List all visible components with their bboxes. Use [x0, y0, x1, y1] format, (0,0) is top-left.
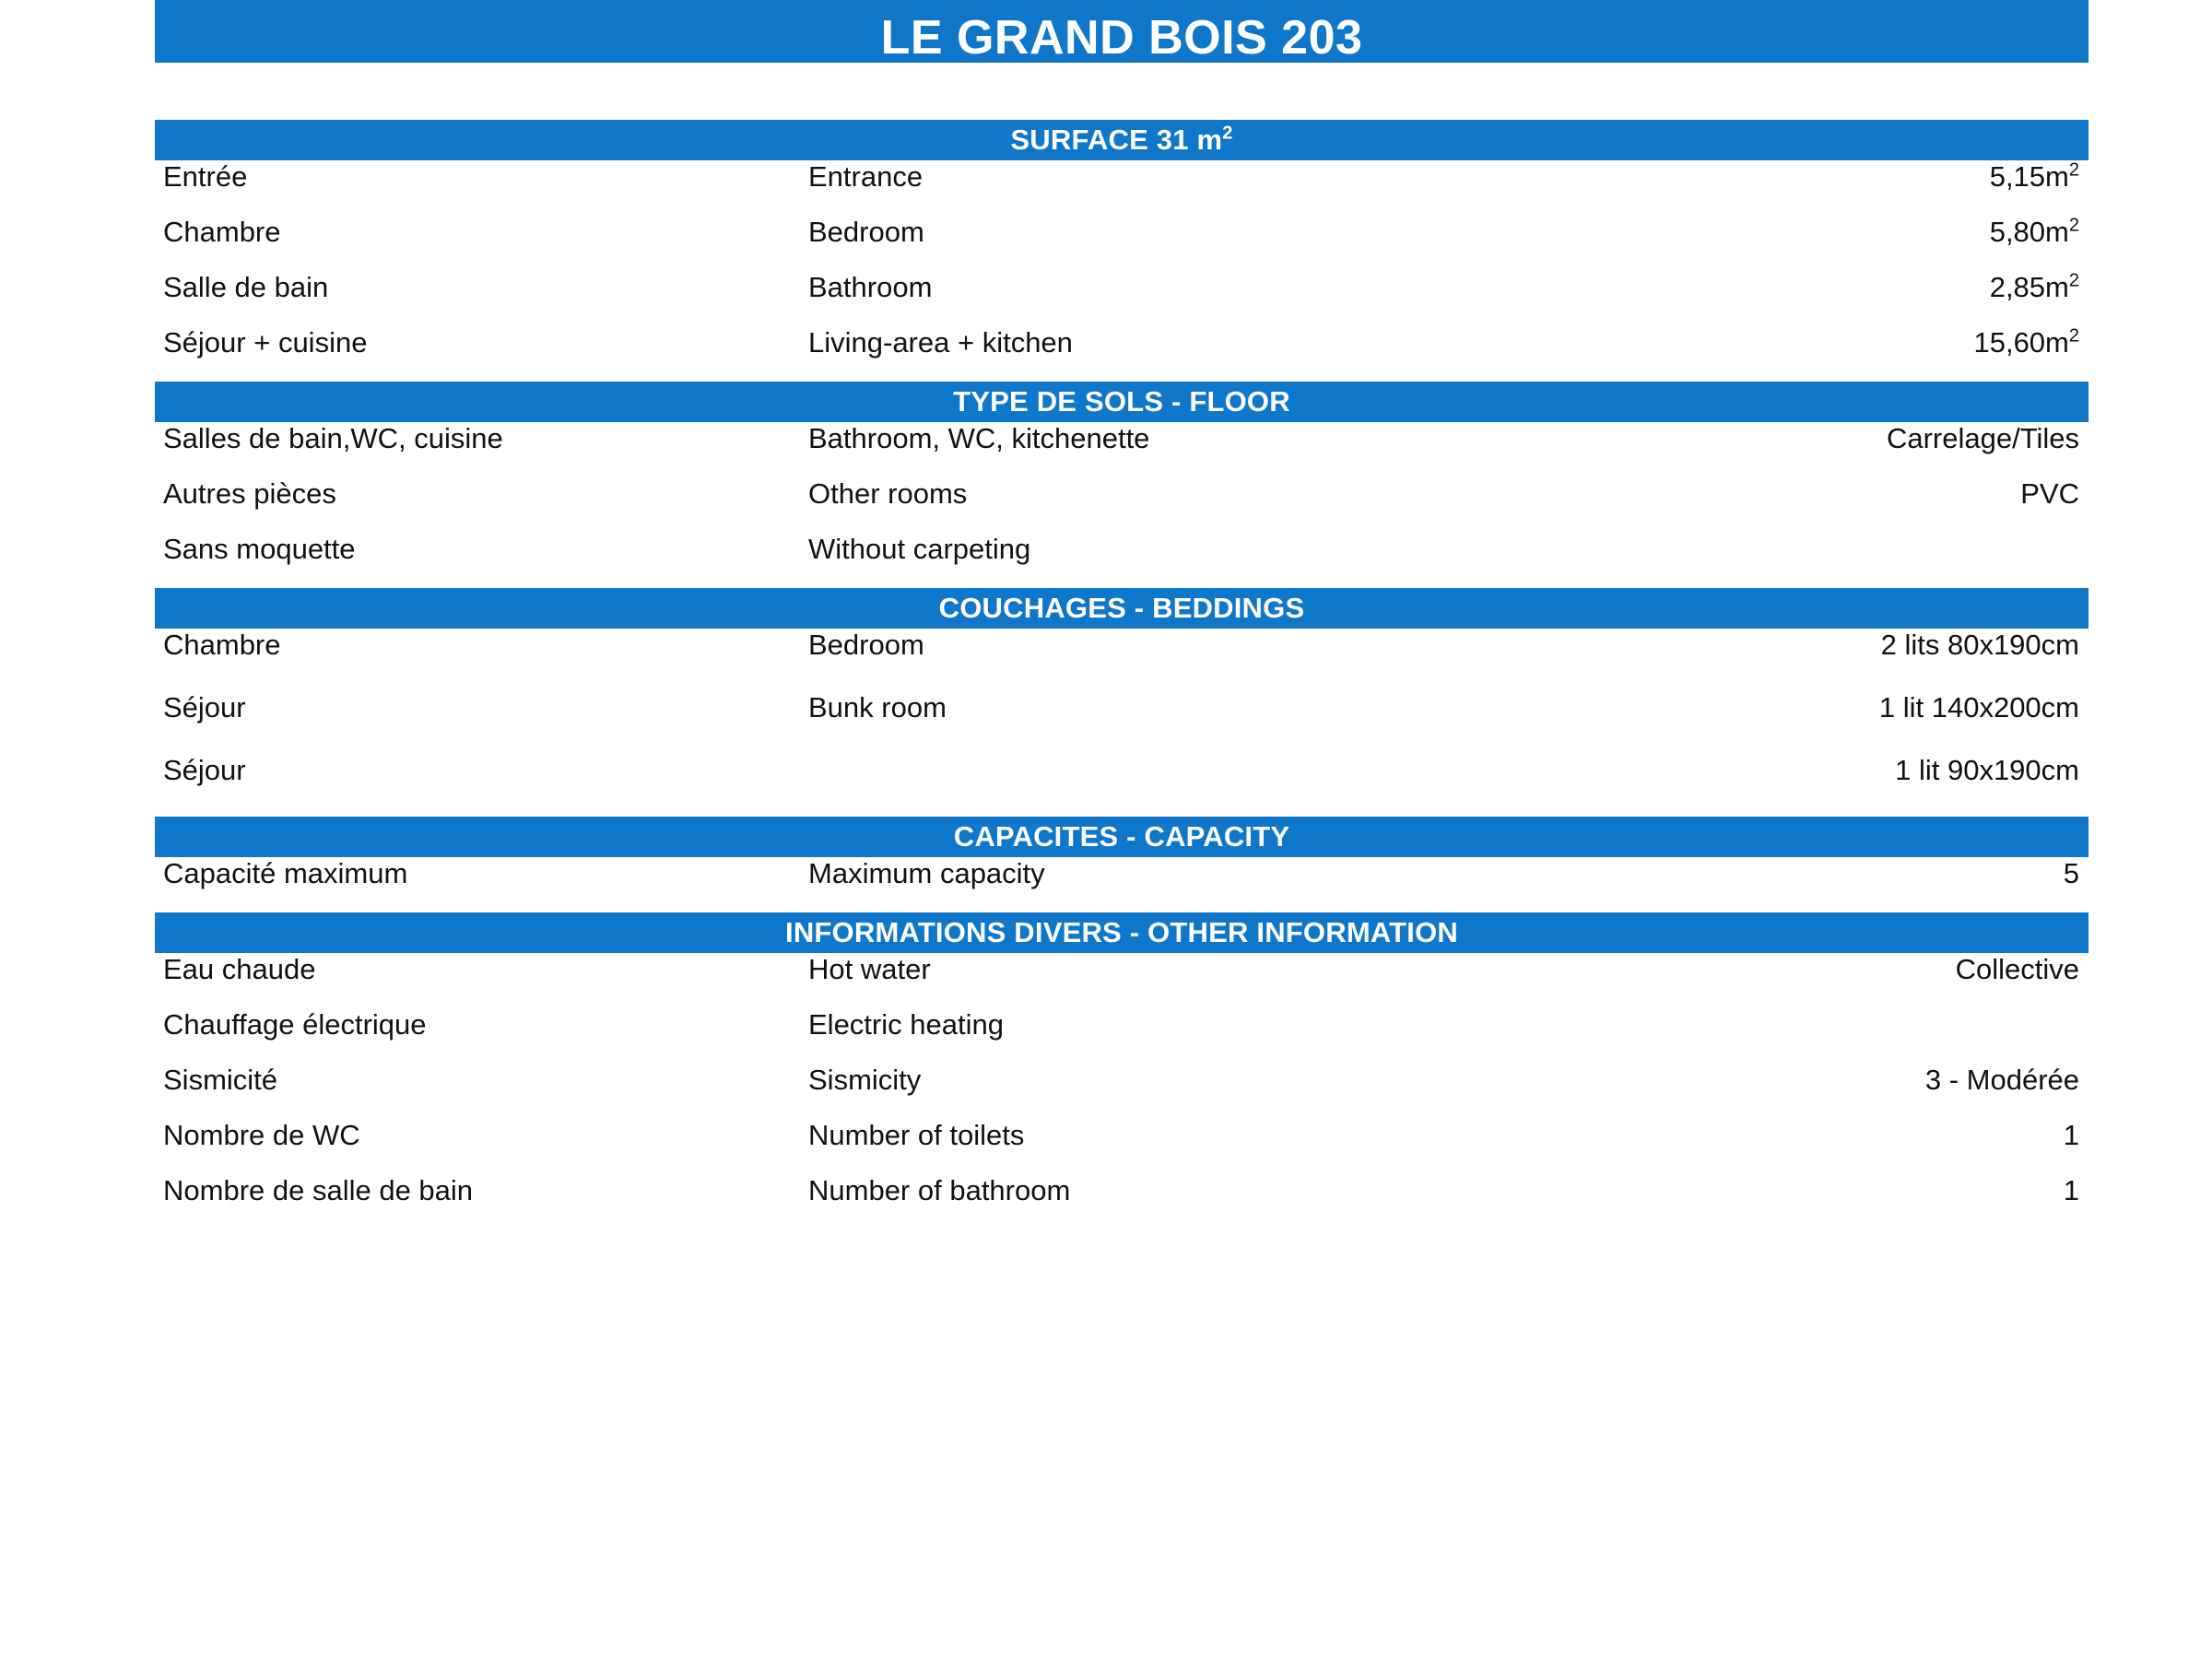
row-value: PVC [2020, 477, 2079, 510]
row-label-fr: Eau chaude [163, 953, 316, 985]
row-label-fr: Chambre [163, 216, 281, 248]
row-value: 1 [2063, 1174, 2079, 1206]
row-value [1730, 271, 2083, 304]
row-label-en: Bathroom [808, 271, 933, 303]
row-value: Collective [1955, 953, 2079, 985]
property-datasheet [155, 0, 2088, 1230]
row-label-en: Electric heating [808, 1008, 1004, 1041]
table-row [155, 216, 2088, 271]
row-label-en: Hot water [808, 953, 931, 985]
table-row [155, 754, 2088, 817]
section-floor [155, 382, 2088, 588]
row-value: 5 [2063, 857, 2079, 889]
row-label-fr: Nombre de WC [163, 1119, 360, 1151]
row-label-en: Bunk room [808, 691, 947, 724]
row-label-en: Entrance [808, 160, 924, 193]
row-label-en: Bedroom [808, 629, 924, 661]
row-label-fr: Salle de bain [163, 271, 329, 303]
section-capacity [155, 817, 2088, 912]
row-value [1730, 216, 2083, 249]
section-other-information [155, 912, 2088, 1230]
section-header-capacity [155, 817, 2088, 857]
row-value-sup: 2 [2068, 270, 2079, 291]
row-label-fr: Autres pièces [163, 477, 336, 510]
capacity-rows [155, 857, 2088, 912]
table-row [155, 1119, 2088, 1174]
row-label-fr: Séjour [163, 754, 246, 786]
section-header-beddings [155, 588, 2088, 629]
table-row [155, 629, 2088, 691]
table-row [155, 953, 2088, 1008]
section-header-floor [155, 382, 2088, 422]
row-label-en: Number of bathroom [808, 1174, 1071, 1206]
table-row [155, 1174, 2088, 1230]
section-header-beddings-label: COUCHAGES - BEDDINGS [938, 592, 1305, 624]
table-row [155, 857, 2088, 912]
row-label-en: Other rooms [808, 477, 968, 510]
title-spacer [155, 63, 2088, 120]
row-label-fr: Salles de bain,WC, cuisine [163, 422, 503, 454]
row-value-sup: 2 [2068, 159, 2079, 181]
row-label-en: Without carpeting [808, 533, 1031, 565]
table-row [155, 422, 2088, 477]
row-label-fr: Séjour [163, 691, 246, 724]
section-header-floor-label: TYPE DE SOLS - FLOOR [953, 385, 1290, 418]
row-value: Carrelage/Tiles [1886, 422, 2079, 454]
row-label-fr: Chambre [163, 629, 281, 661]
row-label-en: Bedroom [808, 216, 924, 248]
table-row [155, 1008, 2088, 1064]
section-header-surface-label: SURFACE 31 m [1010, 124, 1223, 156]
row-value-text: 2,85m [1989, 271, 2069, 303]
row-value-sup: 2 [2068, 215, 2079, 236]
table-row [155, 271, 2088, 326]
table-row [155, 160, 2088, 216]
page-title: LE GRAND BOIS 203 [155, 0, 2088, 63]
row-label-en: Maximum capacity [808, 857, 1045, 889]
section-surface [155, 120, 2088, 382]
row-label-fr: Nombre de salle de bain [163, 1174, 474, 1206]
row-label-fr: Chauffage électrique [163, 1008, 427, 1041]
row-value: 1 [2063, 1119, 2079, 1151]
row-value-text: 15,60m [1973, 326, 2069, 359]
table-row [155, 1064, 2088, 1119]
row-value: 1 lit 90x190cm [1895, 754, 2079, 786]
section-header-other-information-label: INFORMATIONS DIVERS - OTHER INFORMATION [785, 916, 1458, 948]
row-label-en: Living-area + kitchen [808, 326, 1073, 359]
table-row [155, 533, 2088, 588]
row-label-en: Number of toilets [808, 1119, 1025, 1151]
row-label-en: Bathroom, WC, kitchenette [808, 422, 1150, 454]
row-label-fr: Sans moquette [163, 533, 356, 565]
row-value-sup: 2 [2068, 325, 2079, 347]
table-row [155, 477, 2088, 533]
row-value: 2 lits 80x190cm [1880, 629, 2079, 661]
row-value [1730, 326, 2083, 359]
section-header-other-information [155, 912, 2088, 953]
row-label-fr: Capacité maximum [163, 857, 408, 889]
floor-rows [155, 422, 2088, 588]
section-header-surface-sup: 2 [1222, 123, 1233, 144]
row-label-fr: Sismicité [163, 1064, 278, 1096]
beddings-rows [155, 629, 2088, 817]
row-value-text: 5,15m [1989, 160, 2069, 193]
row-value: 1 lit 140x200cm [1878, 691, 2079, 724]
table-row [155, 326, 2088, 382]
section-header-surface [155, 120, 2088, 160]
section-header-capacity-label: CAPACITES - CAPACITY [953, 820, 1290, 853]
row-value-text: 5,80m [1989, 216, 2069, 248]
row-label-fr: Entrée [163, 160, 248, 193]
row-value [1730, 160, 2083, 194]
row-label-en: Sismicity [808, 1064, 922, 1096]
table-row [155, 691, 2088, 754]
surface-rows [155, 160, 2088, 382]
other-information-rows [155, 953, 2088, 1230]
row-label-fr: Séjour + cuisine [163, 326, 368, 359]
section-beddings [155, 588, 2088, 817]
row-value: 3 - Modérée [1924, 1064, 2079, 1096]
